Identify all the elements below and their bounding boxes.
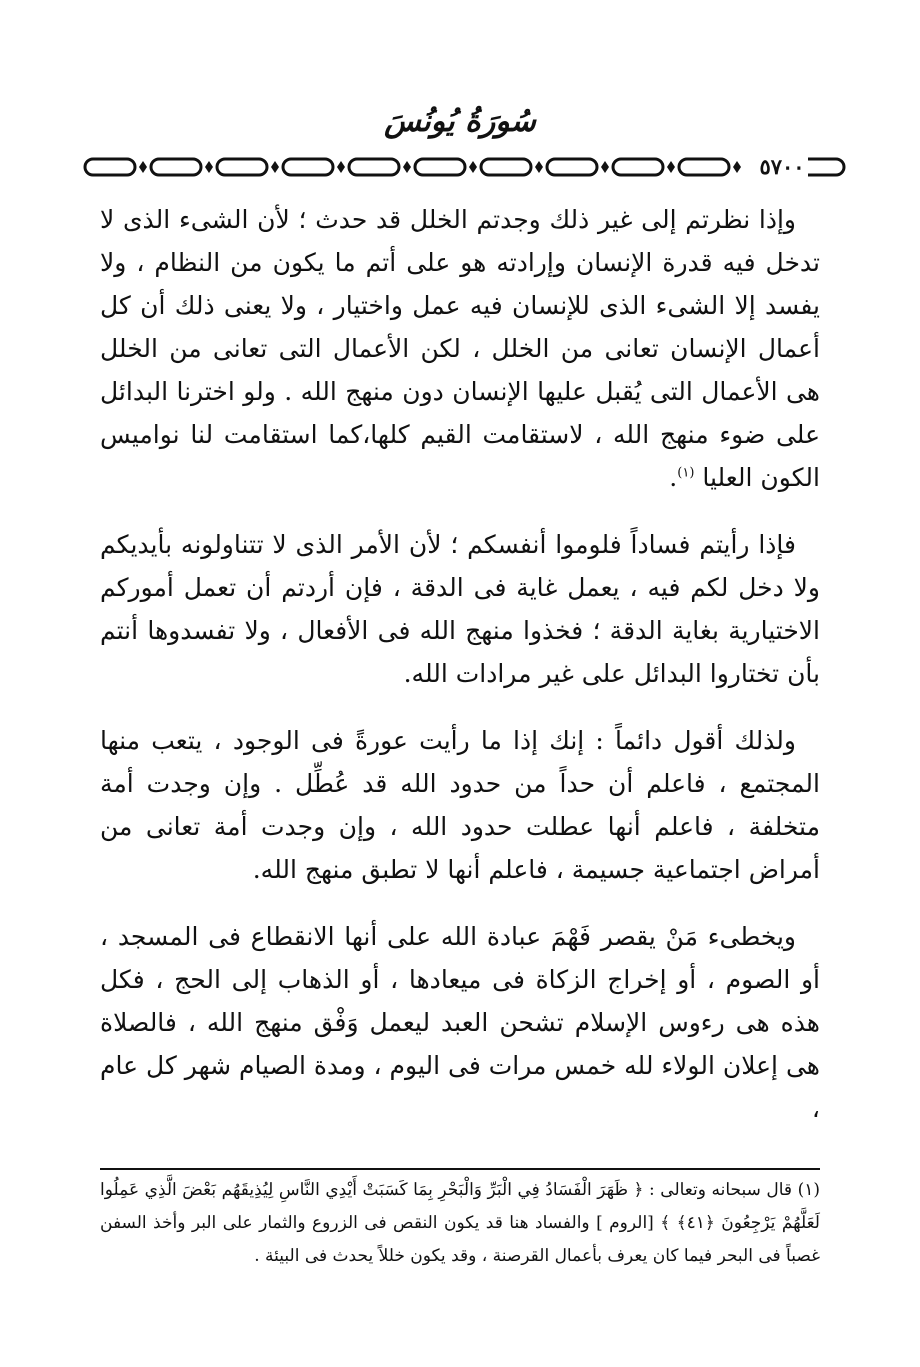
rule-ornament [283, 159, 333, 175]
rule-ornament [613, 159, 663, 175]
rule-ornament [481, 159, 531, 175]
paragraph: فإذا رأيتم فساداً فلوموا أنفسكم ؛ لأن الأمر الذى لا تتناولونه بأيديكم ولا دخل لكم فيه ، يعمل غاية فى الدقة ، فإن أردتم أن تعمل أموركم الاختيارية بغاية الدقة ؛ فخذوا منهج الله فى الأفعال ، ولا تفسدوها أنتم بأن تختاروا البدائل على غير مرادات الله. [100, 530, 820, 688]
rule-diamond [403, 161, 411, 173]
surah-title: سُورَةُ يُونُسَ [384, 104, 536, 139]
rule-diamond [601, 161, 609, 173]
paragraph [100, 198, 820, 499]
rule-diamond [139, 161, 147, 173]
footnote-marker: (١) [677, 465, 695, 481]
rule-ornament [151, 159, 201, 175]
rule-diamond [337, 161, 345, 173]
ornamental-header-rule [82, 153, 848, 181]
page-number: ٥٧٠٠ [756, 150, 808, 184]
rule-diamond [733, 161, 741, 173]
rule-diamond [205, 161, 213, 173]
rule-ornament [415, 159, 465, 175]
main-text [100, 198, 820, 1130]
footnote-separator [100, 1168, 820, 1170]
rule-ornament [547, 159, 597, 175]
footnote: (١) قال سبحانه وتعالى : ﴿ ظَهَرَ الْفَسَادُ فِي الْبَرِّ وَالْبَحْرِ بِمَا كَسَبَتْ أَيْدِي النَّاسِ لِيُذِيقَهُم بَعْضَ الَّذِي عَمِلُوا لَعَلَّهُمْ يَرْجِعُونَ ﴿٤١﴾ ﴾ [الروم ] والفساد هنا قد يكون النقص فى الزروع والثمار على البر وأخذ السفن غصباً فى البحر فيما كان يعرف بأعمال القرصنة ، وقد يكون خللاً يحدث فى البيئة . [100, 1180, 820, 1266]
rule-ornament [217, 159, 267, 175]
sentence-end: . [669, 463, 678, 492]
rule-diamond [535, 161, 543, 173]
rule-diamond [667, 161, 675, 173]
rule-diamond [271, 161, 279, 173]
paragraph-text: وإذا نظرتم إلى غير ذلك وجدتم الخلل قد حدث ؛ لأن الشىء الذى لا تدخل فيه قدرة الإنسان وإرادته هو على أتم ما يكون من النظام ، ولا يفسد إلا الشىء الذى للإنسان فيه عمل واختيار ، ولا يعنى ذلك أن كل أعمال الإنسان تعانى من الخلل ، لكن الأعمال التى تعانى من الخلل هى الأعمال التى يُقبل عليها الإنسان دون منهج الله . ولو اخترنا البدائل على ضوء منهج الله ، لاستقامت القيم كلها،كما استقامت لنا نواميس الكون العليا [100, 205, 820, 492]
rule-ornament [349, 159, 399, 175]
rule-diamond [469, 161, 477, 173]
rule-ornament [679, 159, 729, 175]
rule-ornament [85, 159, 135, 175]
paragraph: ولذلك أقول دائماً : إنك إذا ما رأيت عورةً فى الوجود ، يتعب منها المجتمع ، فاعلم أن حداً من حدود الله قد عُطِّل . وإن وجدت أمة متخلفة ، فاعلم أنها عطلت حدود الله ، وإن وجدت أمة تعانى من أمراض اجتماعية جسيمة ، فاعلم أنها لا تطبق منهج الله. [100, 726, 820, 884]
paragraph: ويخطىء مَنْ يقصر فَهْمَ عبادة الله على أنها الانقطاع فى المسجد ، أو الصوم ، أو إخراج الزكاة فى ميعادها ، أو الذهاب إلى الحج ، فكل هذه هى رءوس الإسلام تشحن العبد ليعمل وَفْق منهج الله ، فالصلاة هى إعلان الولاء لله خمس مرات فى اليوم ، ومدة الصيام شهر كل عام ، [100, 922, 820, 1123]
